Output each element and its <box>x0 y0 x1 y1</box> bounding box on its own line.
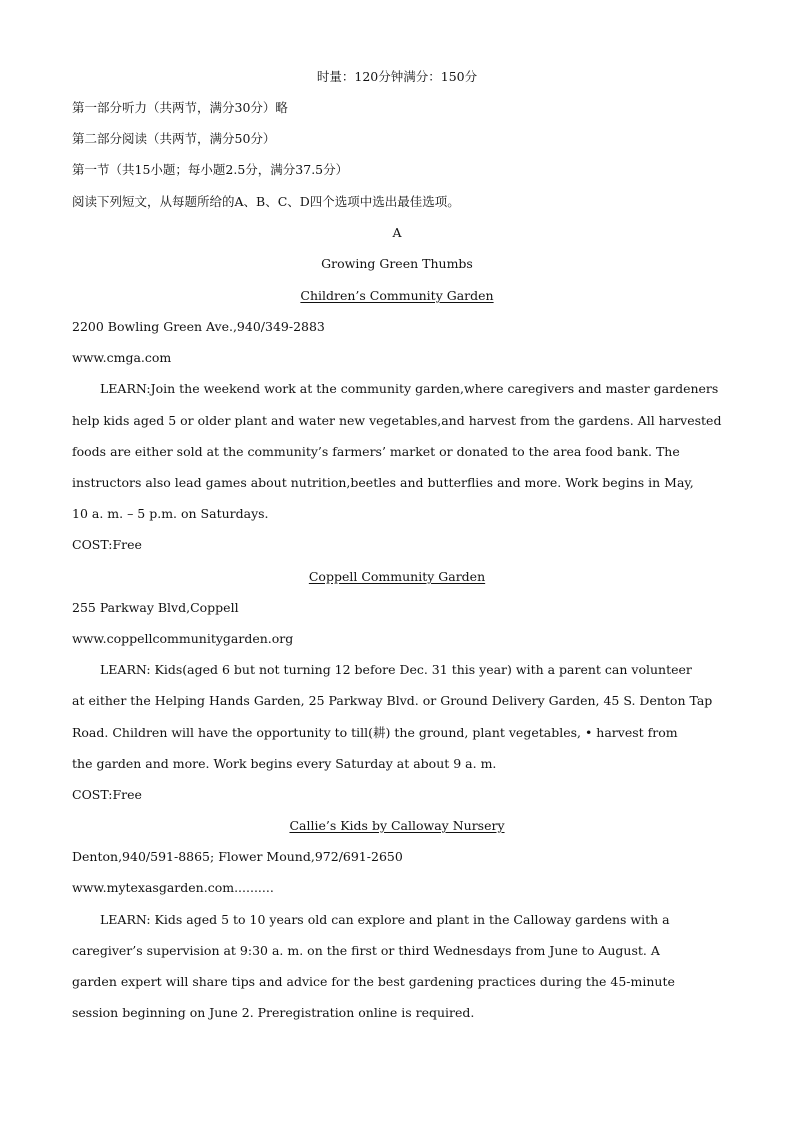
entry-name: Callie’s Kids by Calloway Nursery <box>289 818 505 833</box>
learn-line: 10 a. m. – 5 p.m. on Saturdays. <box>72 506 269 521</box>
learn-line: instructors also lead games about nutrition,beetles and butterflies and more. Work begins in May, <box>72 475 694 490</box>
entry-website: www.coppellcommunitygarden.org <box>72 631 294 646</box>
passage-title: Growing Green Thumbs <box>321 256 473 271</box>
entry-address: 2200 Bowling Green Ave.,940/349-2883 <box>72 319 325 334</box>
entry-name: Children’s Community Garden <box>300 288 494 303</box>
entry-heading <box>0 571 794 584</box>
entry-address: 255 Parkway Blvd,Coppell <box>72 600 239 615</box>
learn-line: Road. Children will have the opportunity to till(耕) the ground, plant vegetables, • harvest from <box>72 725 678 740</box>
part2-reading: 第二部分阅读（共两节，满分50分） <box>72 131 276 146</box>
learn-line: LEARN: Kids aged 5 to 10 years old can explore and plant in the Calloway gardens with a <box>100 912 670 927</box>
reading-instructions: 阅读下列短文，从每题所给的A、B、C、D四个选项中选出最佳选项。 <box>72 194 460 209</box>
entry-cost: COST:Free <box>72 787 142 802</box>
entry-name: Coppell Community Garden <box>308 569 486 584</box>
learn-line: the garden and more. Work begins every Saturday at about 9 a. m. <box>72 756 497 771</box>
learn-line: caregiver’s supervision at 9:30 a. m. on the first or third Wednesdays from June to August. A <box>72 943 660 958</box>
learn-line: help kids aged 5 or older plant and water new vegetables,and harvest from the gardens. All harvested <box>72 413 722 428</box>
entry-address: Denton,940/591-8865; Flower Mound,972/691-2650 <box>72 849 403 864</box>
learn-line: session beginning on June 2. Preregistration online is required. <box>72 1005 475 1020</box>
passage-label: A <box>392 225 402 240</box>
entry-heading <box>0 290 794 303</box>
part1-listening: 第一部分听力（共两节，满分30分）略 <box>72 100 288 115</box>
entry-heading <box>0 820 794 833</box>
learn-line: LEARN: Kids(aged 6 but not turning 12 before Dec. 31 this year) with a parent can volunteer <box>100 662 692 677</box>
entry-cost: COST:Free <box>72 537 142 552</box>
section1-heading: 第一节（共15小题；每小题2.5分，满分37.5分） <box>72 162 349 177</box>
learn-line: garden expert will share tips and advice for the best gardening practices during the 45-minute <box>72 974 675 989</box>
exam-time-score: 时量：120分钟满分：150分 <box>316 69 478 84</box>
entry-website: www.mytexasgarden.com.......... <box>72 880 274 895</box>
learn-line: at either the Helping Hands Garden, 25 Parkway Blvd. or Ground Delivery Garden, 45 S. Denton Tap <box>72 693 713 708</box>
learn-line: foods are either sold at the community’s farmers’ market or donated to the area food bank. The <box>72 444 680 459</box>
entry-website: www.cmga.com <box>72 350 172 365</box>
learn-line: LEARN:Join the weekend work at the community garden,where caregivers and master gardeners <box>100 381 719 396</box>
